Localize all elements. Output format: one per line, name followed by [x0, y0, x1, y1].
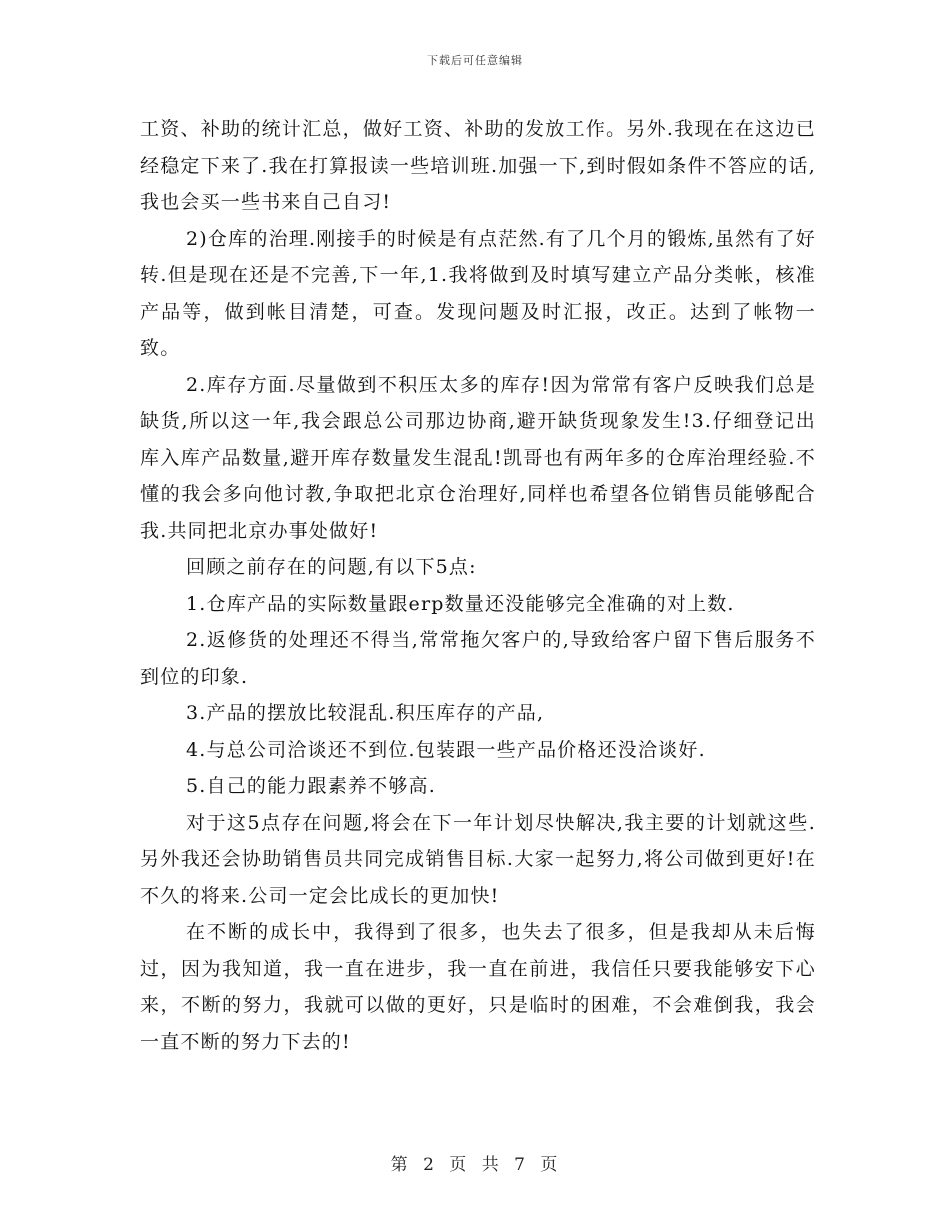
page-header: 下载后可任意编辑	[427, 54, 523, 67]
paragraph-6: 在不断的成长中，我得到了很多，也失去了很多，但是我却从未后悔过，因为我知道，我一直在进步，我一直在前进，我信任只要我能够安下心来，不断的努力，我就可以做的更好，只是临时的困难，不会难倒我，我会一直不断的努力下去的!	[140, 921, 816, 1053]
list-item-4: 4.与总公司洽谈还不到位.包装跟一些产品价格还没洽谈好.	[186, 738, 706, 761]
paragraph-5: 对于这5点存在问题,将会在下一年计划尽快解决,我主要的计划就这些.另外我还会协助销售员共同完成销售目标.大家一起努力,将公司做到更好!在不久的将来.公司一定会比成长的更加快!	[140, 811, 816, 907]
paragraph-4: 回顾之前存在的问题,有以下5点:	[186, 556, 477, 578]
paragraph-1: 工资、补助的统计汇总，做好工资、补助的发放工作。另外.我现在在这边已经稳定下来了.我在打算报读一些培训班.加强一下,到时假如条件不答应的话,我也会买一些书来自己自习!	[140, 118, 816, 213]
page-footer: 第 2 页 共 7 页	[390, 1155, 560, 1175]
paragraph-2: 2)仓库的治理.刚接手的时候是有点茫然.有了几个月的锻炼,虽然有了好转.但是现在还是不完善,下一年,1.我将做到及时填写建立产品分类帐，核准产品等，做到帐目清楚，可查。发现问题及时汇报，改正。达到了帐物一致。	[140, 227, 816, 359]
paragraph-3: 2.库存方面.尽量做到不积压太多的库存!因为常常有客户反映我们总是缺货,所以这一年,我会跟总公司那边协商,避开缺货现象发生!3.仔细登记出库入库产品数量,避开库存数量发生混乱!凯哥也有两年多的仓库治理经验.不懂的我会多向他讨教,争取把北京仓治理好,同样也希望各位销售员能够配合我.共同把北京办事处做好!	[140, 373, 816, 542]
list-item-1: 1.仓库产品的实际数量跟erp数量还没能够完全准确的对上数.	[186, 592, 735, 615]
list-item-3: 3.产品的摆放比较混乱.积压库存的产品,	[186, 702, 545, 724]
list-item-2: 2.返修货的处理还不得当,常常拖欠客户的,导致给客户留下售后服务不到位的印象.	[140, 629, 816, 688]
list-item-5: 5.自己的能力跟素养不够高.	[186, 775, 436, 797]
document-body	[140, 111, 816, 1060]
